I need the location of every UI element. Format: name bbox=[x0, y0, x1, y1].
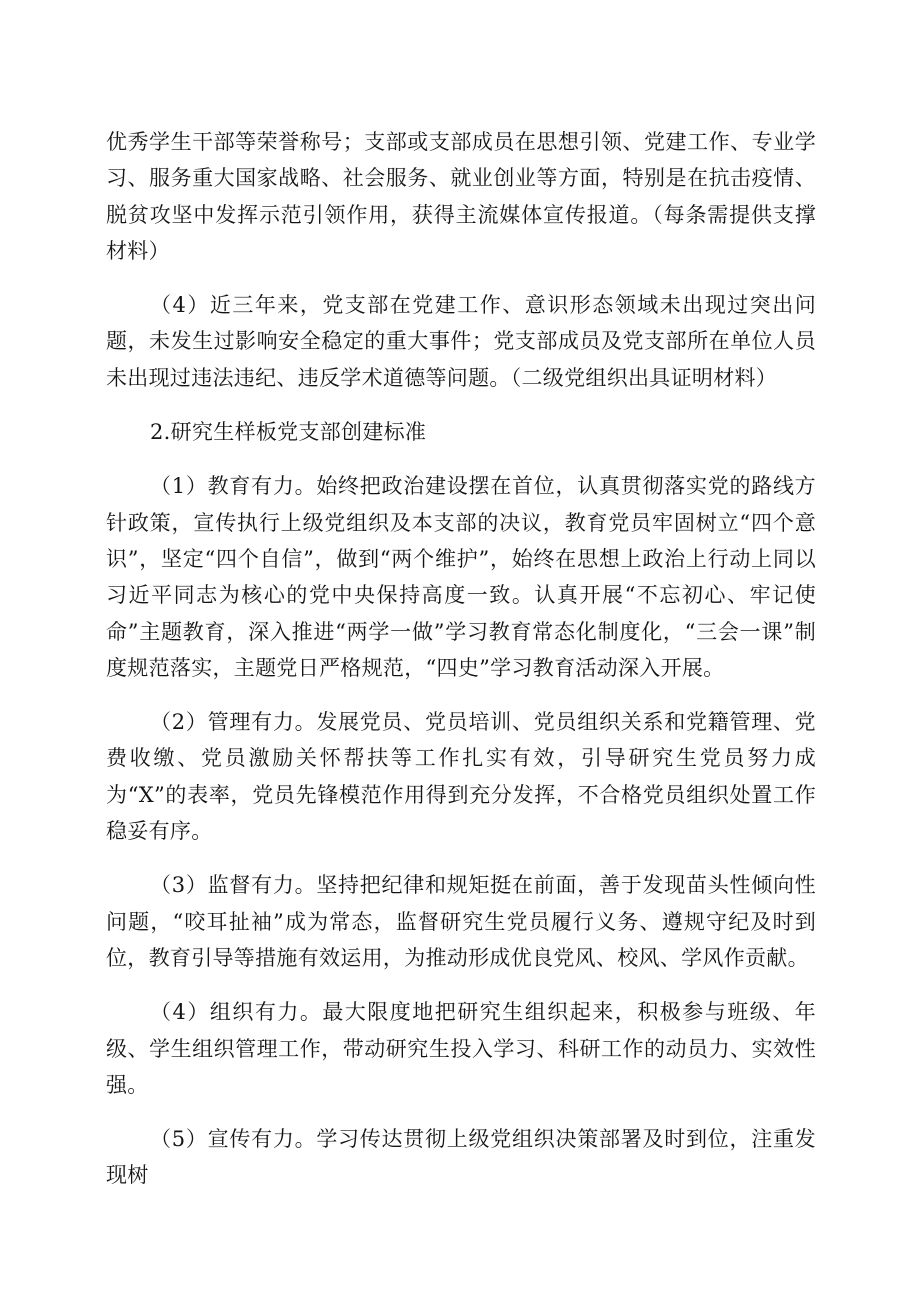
paragraph-item-5-publicity: （5）宣传有力。学习传达贯彻上级党组织决策部署及时到位，注重发现树 bbox=[106, 1127, 816, 1188]
paragraph-item-3-supervision: （3）监督有力。坚持把纪律和规矩挺在前面，善于发现苗头性倾向性问题，“咬耳扯袖”成为常态，监督研究生党员履行义务、遵规守纪及时到位，教育引导等措施有效运用，为推动形成优良党风、校风、学风作贡献。 bbox=[106, 873, 816, 970]
paragraph-item-2-management: （2）管理有力。发展党员、党员培训、党员组织关系和党籍管理、党费收缴、党员激励关怀帮扶等工作扎实有效，引导研究生党员努力成为“X”的表率，党员先锋模范作用得到充分发挥，不合格党员组织处置工作稳妥有序。 bbox=[106, 710, 816, 844]
document-body bbox=[106, 124, 816, 1212]
paragraph-item-4-organization: （4）组织有力。最大限度地把研究生组织起来，积极参与班级、年级、学生组织管理工作，带动研究生投入学习、科研工作的动员力、实效性强。 bbox=[106, 1000, 816, 1097]
paragraph-item-1-education: （1）教育有力。始终把政治建设摆在首位，认真贯彻落实党的路线方针政策，宣传执行上级党组织及本支部的决议，教育党员牢固树立“四个意识”，坚定“四个自信”，做到“两个维护”，始终在思想上政治上行动上同以习近平同志为核心的党中央保持高度一致。认真开展“不忘初心、牢记使命”主题教育，深入推进“两学一做”学习教育常态化制度化，“三会一课”制度规范落实，主题党日严格规范，“四史”学习教育活动深入开展。 bbox=[106, 474, 816, 680]
paragraph-honors-continued: 优秀学生干部等荣誉称号；支部或支部成员在思想引领、党建工作、专业学习、服务重大国家战略、社会服务、就业创业等方面，特别是在抗击疫情、脱贫攻坚中发挥示范引领作用，获得主流媒体宣传报道。（每条需提供支撑材料） bbox=[106, 130, 816, 263]
paragraph-item-4-safety: （4）近三年来，党支部在党建工作、意识形态领域未出现过突出问题，未发生过影响安全稳定的重大事件；党支部成员及党支部所在单位人员未出现过违法违纪、违反学术道德等问题。（二级党组织出具证明材料） bbox=[106, 293, 816, 390]
section-heading-standards: 2.研究生样板党支部创建标准 bbox=[150, 420, 427, 445]
